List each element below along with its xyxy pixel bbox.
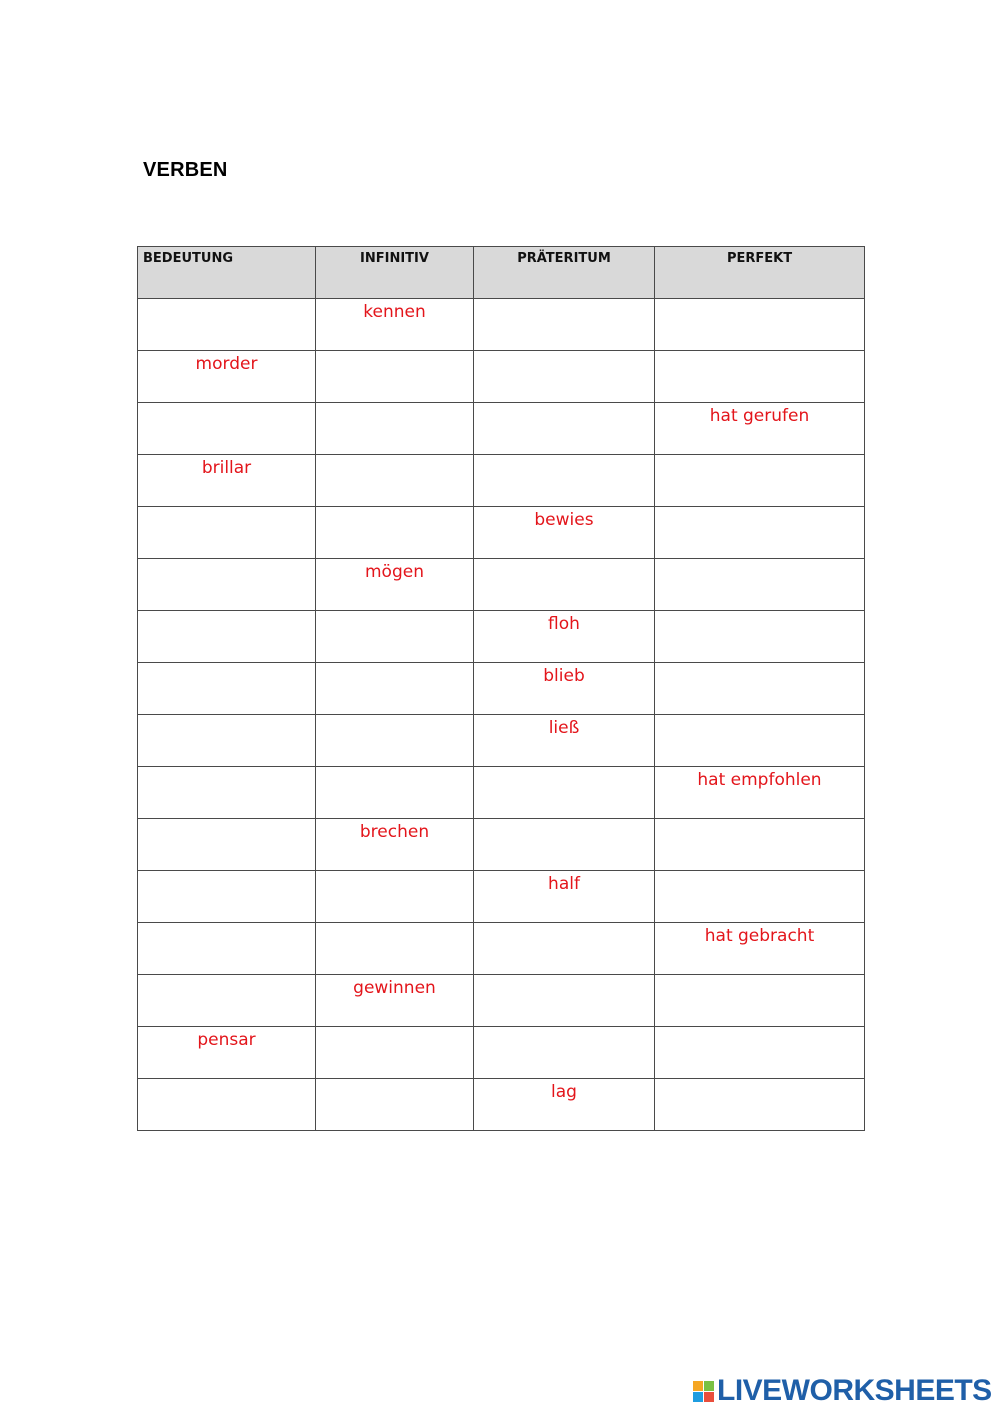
cell-bedeutung: pensar	[138, 1027, 316, 1079]
table-row	[138, 611, 865, 663]
header-praeteritum: PRÄTERITUM	[474, 247, 655, 299]
logo-square	[693, 1392, 703, 1402]
cell-infinitiv[interactable]	[316, 351, 474, 403]
verbs-table	[137, 246, 865, 1131]
cell-bedeutung[interactable]	[138, 663, 316, 715]
cell-bedeutung[interactable]	[138, 715, 316, 767]
table-row	[138, 559, 865, 611]
cell-perfekt: hat empfohlen	[655, 767, 865, 819]
liveworksheets-brand	[693, 1374, 992, 1408]
cell-bedeutung[interactable]	[138, 611, 316, 663]
table-row	[138, 819, 865, 871]
table-row	[138, 975, 865, 1027]
cell-bedeutung[interactable]	[138, 975, 316, 1027]
cell-infinitiv[interactable]	[316, 923, 474, 975]
cell-bedeutung[interactable]	[138, 403, 316, 455]
cell-bedeutung: morder	[138, 351, 316, 403]
cell-perfekt[interactable]	[655, 507, 865, 559]
cell-perfekt[interactable]	[655, 559, 865, 611]
cell-praeteritum: blieb	[474, 663, 655, 715]
header-row	[138, 247, 865, 299]
cell-perfekt[interactable]	[655, 819, 865, 871]
table-row	[138, 923, 865, 975]
cell-infinitiv[interactable]	[316, 767, 474, 819]
table-row	[138, 1027, 865, 1079]
table-row	[138, 403, 865, 455]
cell-praeteritum: bewies	[474, 507, 655, 559]
cell-infinitiv[interactable]	[316, 1027, 474, 1079]
cell-infinitiv: gewinnen	[316, 975, 474, 1027]
table-row	[138, 455, 865, 507]
table-row	[138, 715, 865, 767]
cell-perfekt: hat gerufen	[655, 403, 865, 455]
cell-praeteritum: ließ	[474, 715, 655, 767]
cell-infinitiv[interactable]	[316, 715, 474, 767]
cell-infinitiv[interactable]	[316, 611, 474, 663]
table-body	[138, 299, 865, 1131]
table-row	[138, 663, 865, 715]
cell-bedeutung: brillar	[138, 455, 316, 507]
header-bedeutung: BEDEUTUNG	[138, 247, 316, 299]
cell-praeteritum[interactable]	[474, 559, 655, 611]
cell-perfekt[interactable]	[655, 611, 865, 663]
cell-perfekt[interactable]	[655, 351, 865, 403]
cell-infinitiv: brechen	[316, 819, 474, 871]
worksheet-title: VERBEN	[143, 159, 228, 181]
table-row	[138, 299, 865, 351]
cell-praeteritum[interactable]	[474, 299, 655, 351]
cell-infinitiv[interactable]	[316, 507, 474, 559]
cell-praeteritum: lag	[474, 1079, 655, 1131]
cell-bedeutung[interactable]	[138, 559, 316, 611]
table-row	[138, 767, 865, 819]
cell-infinitiv[interactable]	[316, 663, 474, 715]
cell-infinitiv: mögen	[316, 559, 474, 611]
table-row	[138, 507, 865, 559]
cell-praeteritum[interactable]	[474, 351, 655, 403]
table-row	[138, 1079, 865, 1131]
cell-perfekt[interactable]	[655, 715, 865, 767]
cell-bedeutung[interactable]	[138, 819, 316, 871]
liveworksheets-logo-icon	[693, 1381, 714, 1402]
cell-praeteritum[interactable]	[474, 975, 655, 1027]
cell-infinitiv[interactable]	[316, 871, 474, 923]
cell-perfekt[interactable]	[655, 455, 865, 507]
cell-perfekt[interactable]	[655, 299, 865, 351]
cell-perfekt[interactable]	[655, 871, 865, 923]
cell-bedeutung[interactable]	[138, 923, 316, 975]
cell-infinitiv[interactable]	[316, 403, 474, 455]
header-infinitiv: INFINITIV	[316, 247, 474, 299]
cell-bedeutung[interactable]	[138, 767, 316, 819]
cell-praeteritum[interactable]	[474, 923, 655, 975]
cell-infinitiv[interactable]	[316, 1079, 474, 1131]
cell-praeteritum[interactable]	[474, 767, 655, 819]
cell-perfekt[interactable]	[655, 663, 865, 715]
brand-name: LIVEWORKSHEETS	[717, 1374, 992, 1407]
cell-bedeutung[interactable]	[138, 871, 316, 923]
logo-square	[704, 1381, 714, 1391]
cell-bedeutung[interactable]	[138, 299, 316, 351]
cell-praeteritum: half	[474, 871, 655, 923]
cell-perfekt[interactable]	[655, 975, 865, 1027]
cell-infinitiv[interactable]	[316, 455, 474, 507]
cell-perfekt[interactable]	[655, 1027, 865, 1079]
cell-praeteritum: floh	[474, 611, 655, 663]
cell-perfekt: hat gebracht	[655, 923, 865, 975]
cell-praeteritum[interactable]	[474, 403, 655, 455]
logo-square	[693, 1381, 703, 1391]
cell-infinitiv: kennen	[316, 299, 474, 351]
cell-praeteritum[interactable]	[474, 1027, 655, 1079]
cell-perfekt[interactable]	[655, 1079, 865, 1131]
header-perfekt: PERFEKT	[655, 247, 865, 299]
logo-square	[704, 1392, 714, 1402]
cell-bedeutung[interactable]	[138, 507, 316, 559]
table-row	[138, 871, 865, 923]
cell-bedeutung[interactable]	[138, 1079, 316, 1131]
table-row	[138, 351, 865, 403]
cell-praeteritum[interactable]	[474, 819, 655, 871]
cell-praeteritum[interactable]	[474, 455, 655, 507]
